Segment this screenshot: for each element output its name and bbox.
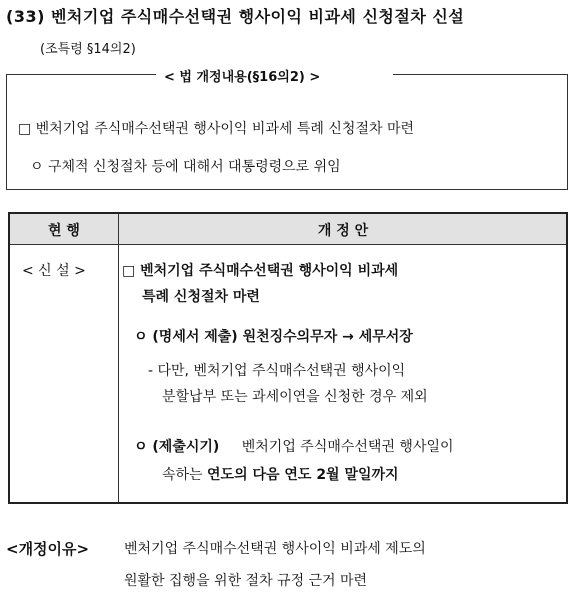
reason-label: <개정이유> <box>6 540 90 558</box>
summary-line-sub: ㅇ 구체적 신청절차 등에 대해서 대통령령으로 위임 <box>30 159 341 175</box>
page-title: (33) 벤처기업 주식매수선택권 행사이익 비과세 신청절차 신설 <box>6 7 465 26</box>
comparison-table <box>8 212 568 504</box>
revised-line-7-prefix: 속하는 <box>162 467 203 483</box>
column-header-current: 현 행 <box>48 223 80 239</box>
revised-line-5: 분할납부 또는 과세이연을 신청한 경우 제외 <box>162 389 428 405</box>
summary-box-title: < 법 개정내용(§16의2) > <box>164 70 321 85</box>
table-header-row <box>10 214 566 245</box>
column-header-revised: 개 정 안 <box>317 223 369 239</box>
reason-text-line-2: 원활한 집행을 위한 절차 규정 근거 마련 <box>124 573 368 589</box>
column-divider <box>118 214 119 502</box>
header-rule-left <box>6 74 156 75</box>
legal-reference: (조특령 §14의2) <box>40 42 136 57</box>
submission-time-text: 벤처기업 주식매수선택권 행사일이 <box>241 439 454 455</box>
revised-line-2: 특례 신청절차 마련 <box>142 289 260 305</box>
revised-line-7-deadline: 연도의 다음 연도 2월 말일까지 <box>207 467 399 483</box>
summary-line-main: □ 벤처기업 주식매수선택권 행사이익 비과세 특례 신청절차 마련 <box>18 121 415 137</box>
summary-box-header <box>6 66 568 84</box>
revised-line-4: - 다만, 벤처기업 주식매수선택권 행사이익 <box>148 363 406 379</box>
revised-line-6 <box>134 436 454 456</box>
header-rule-right <box>393 74 568 75</box>
submission-time-label: ㅇ (제출시기) <box>134 439 220 455</box>
reason-text-line-1: 벤처기업 주식매수선택권 행사이익 비과세 제도의 <box>124 541 426 557</box>
revised-line-1: □ 벤처기업 주식매수선택권 행사이익 비과세 <box>122 263 399 279</box>
revised-line-7 <box>162 464 399 484</box>
current-cell-text: < 신 설 > <box>22 263 86 279</box>
revised-line-3: ㅇ (명세서 제출) 원천징수의무자 → 세무서장 <box>134 329 413 345</box>
